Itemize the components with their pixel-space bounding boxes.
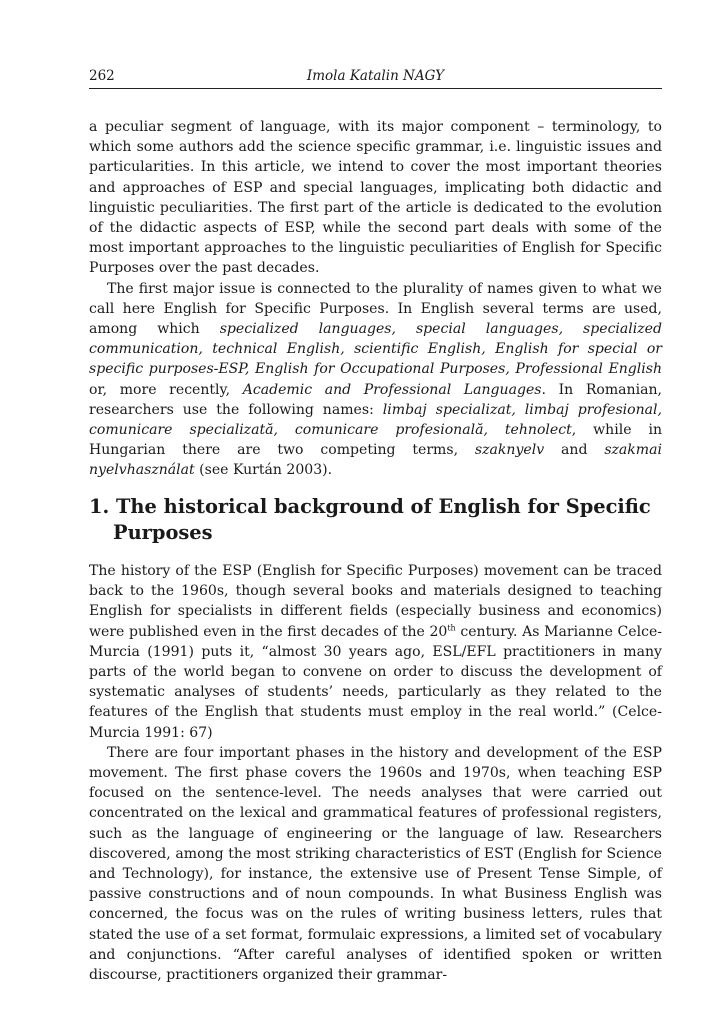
paragraph-1: a peculiar segment of language, with its major component – terminology, to which some authors add the science specific grammar, i.e. linguistic issues and particularities. In this article, we intend to cover the most important theories and approaches of ESP and special languages, implicating both didactic and linguistic peculiarities. The first part of the article is dedicated to the evolution of the didactic aspects of ESP, while the second part deals with some of the most important approaches to the linguistic peculiarities of English for Specific Purposes over the past decades. bbox=[89, 119, 662, 277]
hungarian-term-1: szaknyelv bbox=[474, 442, 545, 459]
body-text-top bbox=[89, 117, 662, 481]
body-text-section-1 bbox=[89, 561, 662, 985]
paragraph-2: The first major issue is connected to the plurality of names given to what we call here English for Specific Purposes. In English several terms are used, among which specialized languages, special languages, specialized communication, technical English, scientific English, English for special or specific purposes-ESP, English for Occupational Purposes, Professional English or, more recently, Academic and Professional Languages. In Romanian, researchers use the following names: limbaj specializat, limbaj profesional, comunicare specializată, comunicare profesională, tehnolect, while in Hungarian there are two competing terms, szaknyelv and szakmai nyelvhasználat (see Kurtán 2003). bbox=[89, 280, 662, 479]
paragraph-3: The history of the ESP (English for Specific Purposes) movement can be traced back to the 1960s, though several books and materials designed to teaching English for specialists in different fields (especially business and economics) were published even in the first decades of the 20th century. As Marianne Celce-Murcia (1991) puts it, “almost 30 years ago, ESL/EFL practitioners in many parts of the world began to convene on order to discuss the development of systematic analyses of students’ needs, particularly as they related to the features of the English that students must employ in the real world.” (Celce-Murcia 1991: 67) bbox=[89, 563, 663, 741]
paragraph-4: There are four important phases in the history and development of the ESP movement. The first phase covers the 1960s and 1970s, when teaching ESP focused on the sentence-level. The needs analyses that were carried out concentrated on the lexical and grammatical features of professional registers, such as the language of engineering or the language of law. Researchers discovered, among the most striking characteristics of EST (English for Science and Technology), for instance, the extensive use of Present Tense Simple, of passive constructions and of noun compounds. In what Business English was concerned, the focus was on the rules of writing business letters, rules that stated the use of a set format, formulaic expressions, a limited set of vocabulary and conjunctions. “After careful analyses of identified spoken or written discourse, practitioners organized their grammar- bbox=[89, 744, 662, 984]
romanian-terms: limbaj specializat, limbaj profesional, comunicare specializată, comunicare profesională, tehnolect bbox=[89, 401, 662, 439]
running-header bbox=[89, 66, 662, 89]
section-heading-1: 1. The historical background of English for Specific Purposes bbox=[89, 495, 651, 544]
hungarian-term-2: szakmai nyelvhasználat bbox=[89, 442, 662, 479]
english-terms: specialized languages, special languages, specialized communication, technical English, scientific English, English for special or specific purposes-ESP, English for Occupational Purposes, Professional English bbox=[89, 321, 662, 378]
superscript-th: th bbox=[447, 622, 456, 632]
academic-term: Academic and Professional Languages bbox=[242, 381, 542, 398]
running-head-author: Imola Katalin NAGY bbox=[306, 68, 445, 84]
page-number: 262 bbox=[89, 68, 115, 84]
